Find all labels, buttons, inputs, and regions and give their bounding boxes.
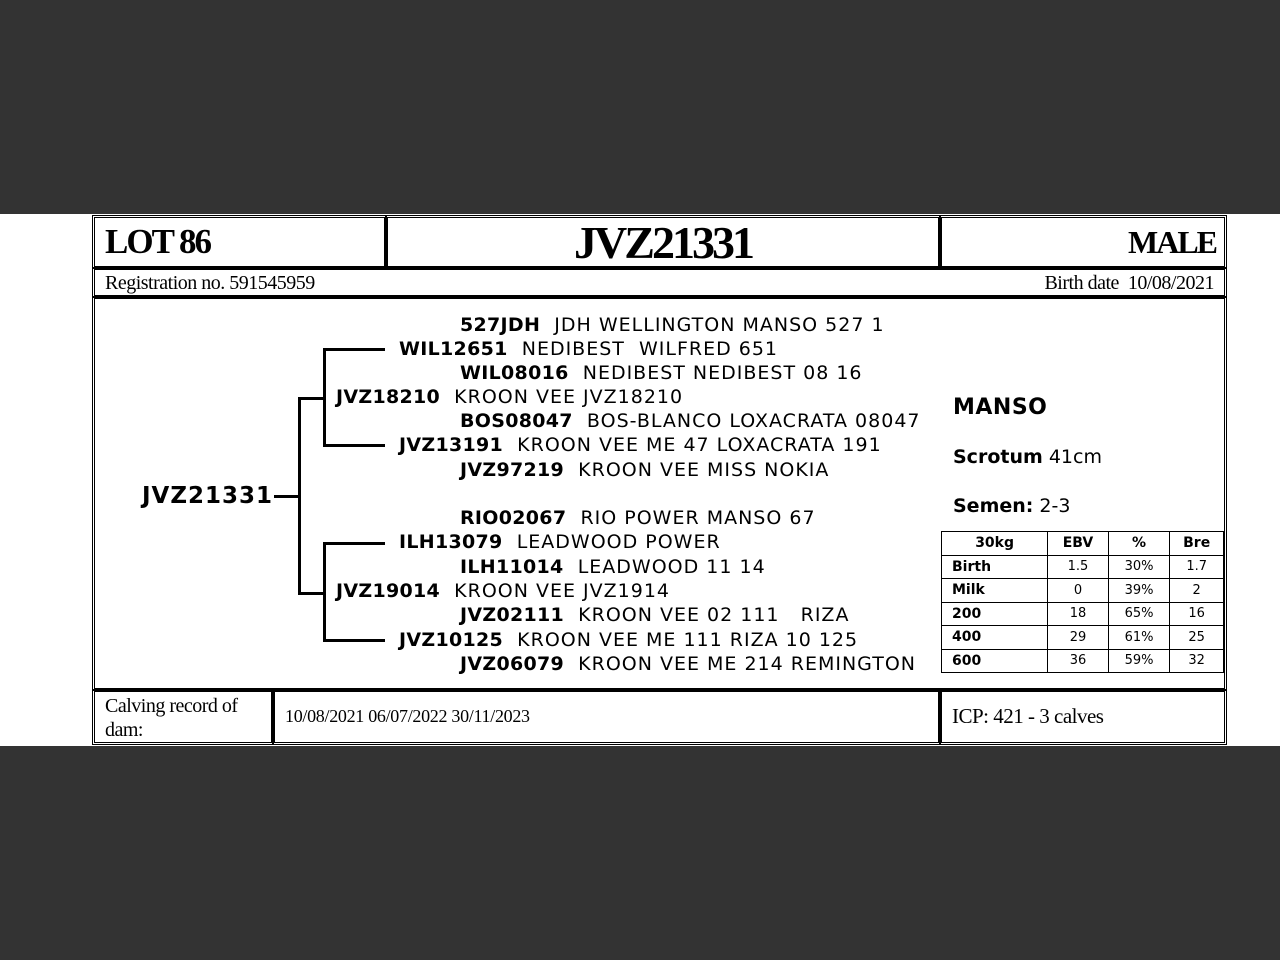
ebv-row-label: 200: [942, 602, 1048, 626]
ebv-row-label: 600: [942, 649, 1048, 673]
ebv-cell: 29: [1048, 626, 1109, 650]
ebv-header: Bre: [1170, 532, 1224, 556]
dam-sire-connector: [323, 542, 385, 545]
bloodline-name: MANSO: [953, 395, 1048, 420]
pedigree-entry-dam-dam: JVZ10125 KROON VEE ME 111 RIZA 10 125: [399, 629, 859, 651]
registration-code: JVZ21331: [574, 217, 752, 268]
dam-connector: [298, 592, 325, 595]
ebv-row: [942, 602, 1224, 626]
birth-date: Birth date 10/08/2021: [1044, 272, 1214, 294]
icp: ICP: 421 - 3 calves: [952, 704, 1104, 728]
pedigree-entry-dam-dam-dam: JVZ06079 KROON VEE ME 214 REMINGTON: [460, 653, 917, 675]
calving-label: Calving record of dam:: [105, 695, 238, 741]
ebv-cell: 32: [1170, 649, 1224, 673]
ebv-cell: 39%: [1108, 579, 1170, 603]
pedigree-entry-dam-sire-sire: RIO02067 RIO POWER MANSO 67: [460, 507, 816, 529]
icp-cell: [941, 691, 1225, 743]
pedigree-subject: JVZ21331: [142, 483, 274, 509]
ebv-row: [942, 555, 1224, 579]
sale-lot-card: [0, 214, 1280, 746]
pedigree-entry-dam: JVZ19014 KROON VEE JVZ1914: [336, 580, 670, 602]
registration-number: Registration no. 591545959: [105, 272, 315, 294]
calving-dates: 10/08/2021 06/07/2022 30/11/2023: [285, 706, 530, 726]
ebv-cell: 2: [1170, 579, 1224, 603]
sex: MALE: [1128, 224, 1216, 260]
pedigree-entry-sire-sire-sire: 527JDH JDH WELLINGTON MANSO 527 1: [460, 314, 885, 336]
info-row: [94, 269, 1225, 296]
lot-number-cell: [94, 217, 385, 267]
ebv-cell: 1.7: [1170, 555, 1224, 579]
subject-connector: [274, 495, 298, 498]
pedigree-panel: [94, 298, 1225, 689]
ebv-cell: 30%: [1108, 555, 1170, 579]
ebv-cell: 18: [1048, 602, 1109, 626]
ebv-cell: 25: [1170, 626, 1224, 650]
pedigree-entry-sire-dam: JVZ13191 KROON VEE ME 47 LOXACRATA 191: [399, 434, 882, 456]
ebv-row: [942, 579, 1224, 603]
ebv-header: EBV: [1048, 532, 1109, 556]
pedigree-entry-dam-sire: ILH13079 LEADWOOD POWER: [399, 531, 721, 553]
sex-cell: [941, 217, 1225, 267]
sire-dam-connector: [323, 444, 385, 447]
pedigree-entry-sire-dam-dam: JVZ97219 KROON VEE MISS NOKIA: [460, 459, 830, 481]
ebv-header-row: [942, 532, 1224, 556]
ebv-cell: 1.5: [1048, 555, 1109, 579]
ebv-header: %: [1108, 532, 1170, 556]
ebv-cell: 59%: [1108, 649, 1170, 673]
sire-connector: [298, 397, 325, 400]
ebv-row-label: Birth: [942, 555, 1048, 579]
ebv-row: [942, 626, 1224, 650]
pedigree-entry-sire: JVZ18210 KROON VEE JVZ18210: [336, 386, 684, 408]
pedigree-entry-dam-dam-sire: JVZ02111 KROON VEE 02 111 RIZA: [460, 604, 850, 626]
ebv-cell: 36: [1048, 649, 1109, 673]
ebv-table: [941, 531, 1224, 673]
scrotum-measure: Scrotum 41cm: [953, 446, 1102, 468]
semen-measure: Semen: 2-3: [953, 495, 1071, 517]
ebv-cell: 61%: [1108, 626, 1170, 650]
ebv-row: [942, 649, 1224, 673]
calving-dates-cell: [274, 691, 939, 743]
ebv-cell: 16: [1170, 602, 1224, 626]
ebv-cell: 65%: [1108, 602, 1170, 626]
registration-code-cell: [387, 217, 939, 267]
lot-number: LOT 86: [105, 222, 211, 261]
sire-bracket: [323, 348, 326, 447]
sire-sire-connector: [323, 348, 385, 351]
pedigree-entry-sire-dam-sire: BOS08047 BOS-BLANCO LOXACRATA 08047: [460, 410, 921, 432]
pedigree-entry-dam-sire-dam: ILH11014 LEADWOOD 11 14: [460, 556, 766, 578]
calving-label-cell: [94, 691, 272, 743]
ebv-header: 30kg: [942, 532, 1048, 556]
ebv-row-label: 400: [942, 626, 1048, 650]
dam-dam-connector: [323, 639, 385, 642]
pedigree-entry-sire-sire: WIL12651 NEDIBEST WILFRED 651: [399, 338, 779, 360]
ebv-cell: 0: [1048, 579, 1109, 603]
pedigree-entry-sire-sire-dam: WIL08016 NEDIBEST NEDIBEST 08 16: [460, 362, 863, 384]
dam-bracket: [323, 542, 326, 642]
ebv-row-label: Milk: [942, 579, 1048, 603]
parents-bracket: [298, 397, 301, 595]
